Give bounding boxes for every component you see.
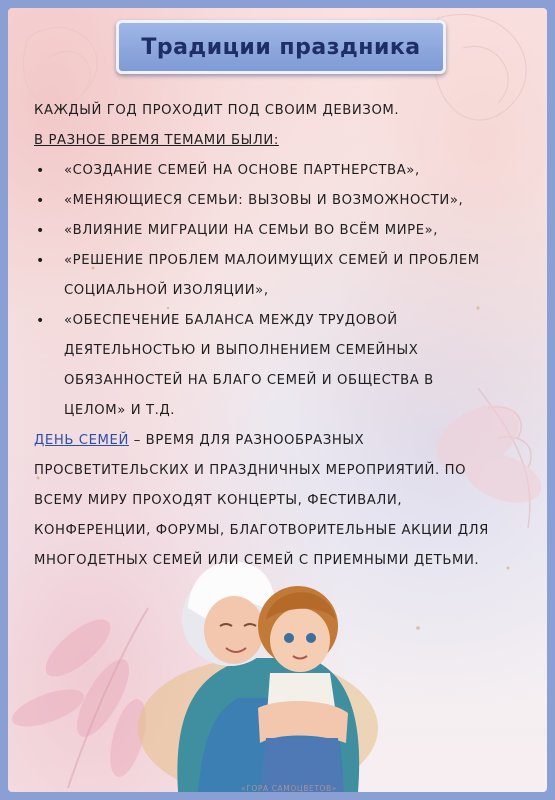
title-banner bbox=[116, 20, 446, 74]
poster bbox=[8, 8, 547, 792]
family-day-paragraph-line: ПРОСВЕТИТЕЛЬСКИХ И ПРАЗДНИЧНЫХ МЕРОПРИЯТИЙ. ПО bbox=[34, 463, 467, 478]
list-item: • «РЕШЕНИЕ ПРОБЛЕМ МАЛОИМУЩИХ СЕМЕЙ И ПРОБЛЕМ bbox=[34, 246, 529, 276]
bullet-icon: • bbox=[36, 163, 45, 179]
list-item: • «СОЗДАНИЕ СЕМЕЙ НА ОСНОВЕ ПАРТНЕРСТВА», bbox=[34, 156, 529, 186]
family-day-paragraph-line: КОНФЕРЕНЦИИ, ФОРУМЫ, БЛАГОТВОРИТЕЛЬНЫЕ АКЦИИ ДЛЯ bbox=[34, 523, 489, 538]
list-item: • «ОБЕСПЕЧЕНИЕ БАЛАНСА МЕЖДУ ТРУДОВОЙ bbox=[34, 306, 529, 336]
themes-heading: В РАЗНОЕ ВРЕМЯ ТЕМАМИ БЫЛИ: bbox=[34, 133, 279, 148]
footer-credit: «ГОРА САМОЦВЕТОВ» bbox=[241, 784, 337, 792]
intro-text: КАЖДЫЙ ГОД ПРОХОДИТ ПОД СВОИМ ДЕВИЗОМ. bbox=[34, 103, 400, 118]
bullet-icon: • bbox=[36, 313, 45, 329]
bullet-icon: • bbox=[36, 253, 45, 269]
page-title: Традиции праздника bbox=[141, 34, 421, 60]
bullet-icon: • bbox=[36, 223, 45, 239]
family-day-paragraph-line: ВСЕМУ МИРУ ПРОХОДЯТ КОНЦЕРТЫ, ФЕСТИВАЛИ, bbox=[34, 493, 403, 508]
list-item: • «МЕНЯЮЩИЕСЯ СЕМЬИ: ВЫЗОВЫ И ВОЗМОЖНОСТИ», bbox=[34, 186, 529, 216]
list-item-continuation: ДЕЯТЕЛЬНОСТЬЮ И ВЫПОЛНЕНИЕМ СЕМЕЙНЫХ bbox=[64, 343, 419, 358]
family-day-link[interactable]: ДЕНЬ СЕМЕЙ bbox=[34, 433, 129, 448]
list-item-continuation: СОЦИАЛЬНОЙ ИЗОЛЯЦИИ», bbox=[64, 283, 269, 298]
list-item-continuation: ЦЕЛОМ» И Т.Д. bbox=[64, 403, 176, 418]
list-item-continuation: ОБЯЗАННОСТЕЙ НА БЛАГО СЕМЕЙ И ОБЩЕСТВА В bbox=[64, 373, 434, 388]
list-item: • «ВЛИЯНИЕ МИГРАЦИИ НА СЕМЬИ ВО ВСЁМ МИРЕ», bbox=[34, 216, 529, 246]
text-content bbox=[34, 96, 529, 576]
bullet-icon: • bbox=[36, 193, 45, 209]
family-day-paragraph-line: МНОГОДЕТНЫХ СЕМЕЙ ИЛИ СЕМЕЙ С ПРИЕМНЫМИ ДЕТЬМИ. bbox=[34, 553, 480, 568]
family-day-paragraph-start: ДЕНЬ СЕМЕЙ – ВРЕМЯ ДЛЯ РАЗНООБРАЗНЫХ bbox=[34, 433, 365, 448]
